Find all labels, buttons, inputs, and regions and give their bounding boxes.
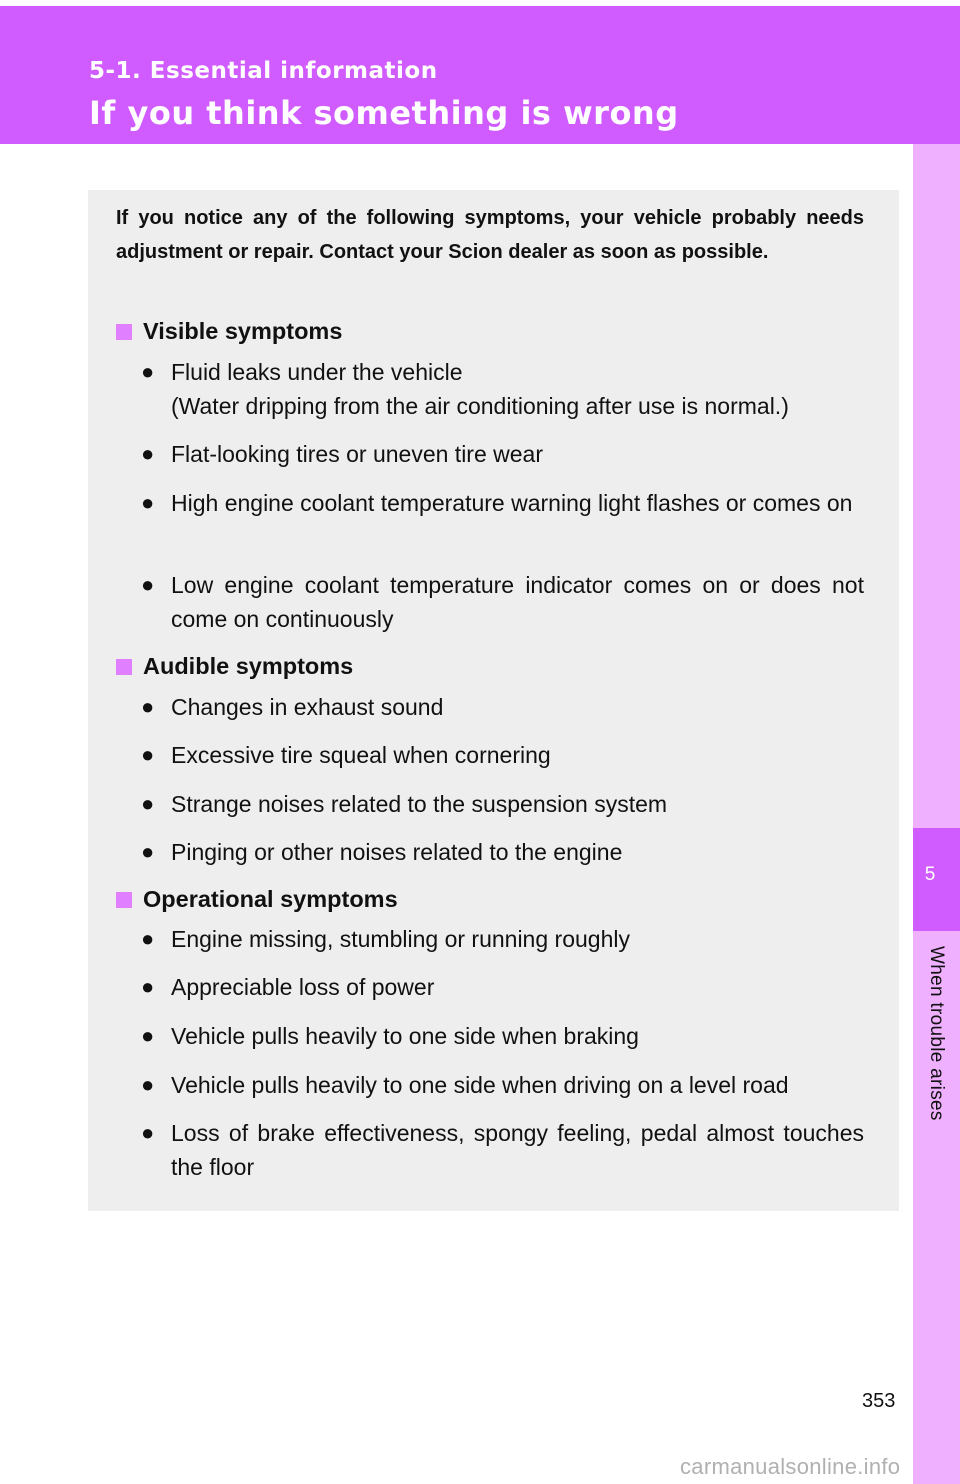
section-heading-text: Visible symptoms xyxy=(143,318,343,344)
bullet-icon: ● xyxy=(141,1072,155,1097)
section-heading-operational xyxy=(116,886,398,913)
list-item-text: Pinging or other noises related to the engine xyxy=(171,839,623,865)
list-item-text: Appreciable loss of power xyxy=(171,974,435,1000)
list-item xyxy=(141,437,864,471)
list-item xyxy=(141,568,864,636)
side-strip xyxy=(913,144,960,1484)
section-label: 5-1. Essential information xyxy=(89,58,438,84)
list-item-text: Excessive tire squeal when cornering xyxy=(171,742,551,768)
list-item xyxy=(141,787,864,821)
square-bullet-icon xyxy=(116,892,132,908)
bullet-icon: ● xyxy=(141,926,155,951)
bullet-icon: ● xyxy=(141,441,155,466)
list-item xyxy=(141,835,864,869)
list-item-note: (Water dripping from the air conditioning after use is normal.) xyxy=(171,393,789,419)
list-item xyxy=(141,1116,864,1184)
square-bullet-icon xyxy=(116,324,132,340)
list-item-text: Changes in exhaust sound xyxy=(171,694,444,720)
list-item-text: Loss of brake effectiveness, spongy feeling, pedal almost touches the floor xyxy=(171,1120,864,1180)
bullet-icon: ● xyxy=(141,742,155,767)
list-item-text: High engine coolant temperature warning light flashes or comes on xyxy=(171,490,853,516)
section-heading-text: Operational symptoms xyxy=(143,886,398,912)
list-item-text: Vehicle pulls heavily to one side when braking xyxy=(171,1023,639,1049)
list-item xyxy=(141,1019,864,1053)
list-item xyxy=(141,970,864,1004)
square-bullet-icon xyxy=(116,659,132,675)
list-item xyxy=(141,1068,864,1102)
bullet-icon: ● xyxy=(141,839,155,864)
bullet-icon: ● xyxy=(141,572,155,597)
watermark: carmanualsonline.info xyxy=(680,1454,901,1479)
list-item-text: Strange noises related to the suspension system xyxy=(171,791,668,817)
bullet-icon: ● xyxy=(141,490,155,515)
bullet-icon: ● xyxy=(141,1023,155,1048)
section-heading-text: Audible symptoms xyxy=(143,653,354,679)
list-item-text: Engine missing, stumbling or running roughly xyxy=(171,926,630,952)
bullet-icon: ● xyxy=(141,974,155,999)
list-item-text: Vehicle pulls heavily to one side when driving on a level road xyxy=(171,1072,789,1098)
list-item-text: Flat-looking tires or uneven tire wear xyxy=(171,441,543,467)
list-item xyxy=(141,355,864,423)
chapter-tab-label: When trouble arises xyxy=(926,946,947,1121)
list-item xyxy=(141,738,864,772)
section-heading-audible xyxy=(116,653,353,680)
chapter-tab-number: 5 xyxy=(924,864,936,885)
list-item xyxy=(141,922,864,956)
list-item-text: Low engine coolant temperature indicator comes on or does not come on continuously xyxy=(171,572,864,632)
list-item xyxy=(141,486,864,520)
bullet-icon: ● xyxy=(141,694,155,719)
list-item-text: Fluid leaks under the vehicle xyxy=(171,359,463,385)
page-title: If you think something is wrong xyxy=(89,94,679,132)
page-number: 353 xyxy=(862,1390,896,1412)
list-item xyxy=(141,690,864,724)
section-heading-visible xyxy=(116,318,342,345)
bullet-icon: ● xyxy=(141,1120,155,1145)
intro-paragraph: If you notice any of the following symptoms, your vehicle probably needs adjustment or repair. Contact your Scion dealer as soon as possible. xyxy=(116,207,864,263)
bullet-icon: ● xyxy=(141,359,155,384)
bullet-icon: ● xyxy=(141,791,155,816)
